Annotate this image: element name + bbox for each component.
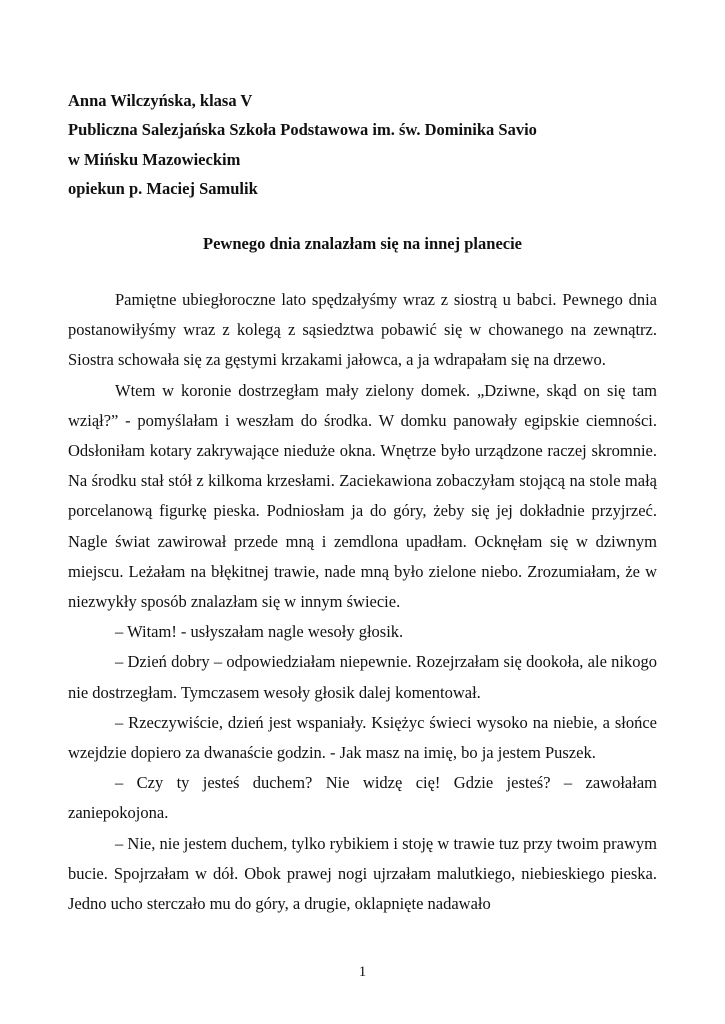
document-header: [68, 86, 668, 203]
paragraph-last: – Nie, nie jestem duchem, tylko rybikiem i stoję w trawie tuz przy twoim prawym bucie. Spojrzałam w dół. Obok prawej nogi ujrzałam malutkiego, niebieskiego pieska. Jedno ucho sterczało mu do góry, a drugie, oklapnięte nadawało: [68, 833, 657, 914]
supervisor-line: opiekun p. Maciej Samulik: [68, 178, 258, 198]
paragraph: – Czy ty jesteś duchem? Nie widzę cię! Gdzie jesteś? – zawołałam zaniepokojona.: [68, 773, 657, 823]
school-line: Publiczna Salezjańska Szkoła Podstawowa im. św. Dominika Savio: [68, 120, 537, 140]
author-line: Anna Wilczyńska, klasa V: [68, 91, 253, 110]
story-body: [68, 285, 657, 919]
paragraph: – Rzeczywiście, dzień jest wspaniały. Księżyc świeci wysoko na niebie, a słońce wzejdzie dopiero za dwanaście godzin. - Jak masz na imię, bo ja jestem Puszek.: [68, 712, 657, 763]
paragraph: – Witam! - usłyszałam nagle wesoły głosik.: [115, 622, 404, 642]
story-title: Pewnego dnia znalazłam się na innej planecie: [203, 234, 522, 253]
paragraph: Wtem w koronie dostrzegłam mały zielony domek. „Dziwne, skąd on się tam wziął?” - pomyślałam i weszłam do środka. W domku panowały egipskie ciemności. Odsłoniłam kotary zakrywające nieduże okna. Wnętrze było urządzone raczej skromnie. Na środku stał stół z kilkoma krzesłami. Zaciekawiona zobaczyłam stojącą na stole małą porcelanową figurkę pieska. Podniosłam ja do góry, żeby się jej dokładnie przyjrzeć. Nagle świat zawirował przede mną i zemdlona upadłam. Ocknęłam się w dziwnym miejscu. Leżałam na błękitnej trawie, nade mną było zielone niebo. Zrozumiałam, że w niezwykły sposób znalazłam się w innym świecie.: [68, 380, 657, 612]
page-number: 1: [358, 964, 367, 980]
paragraph: Pamiętne ubiegłoroczne lato spędzałyśmy wraz z siostrą u babci. Pewnego dnia postanowiłyśmy wraz z kolegą z sąsiedztwa pobawić się w chowanego na zewnątrz. Siostra schowała się za gęstymi krzakami jałowca, a ja wdrapałam się na drzewo.: [68, 290, 657, 370]
paragraph: – Dzień dobry – odpowiedziałam niepewnie. Rozejrzałam się dookoła, ale nikogo nie dostrzegłam. Tymczasem wesoły głosik dalej komentował.: [68, 652, 657, 702]
city-line: w Mińsku Mazowieckim: [68, 149, 241, 169]
